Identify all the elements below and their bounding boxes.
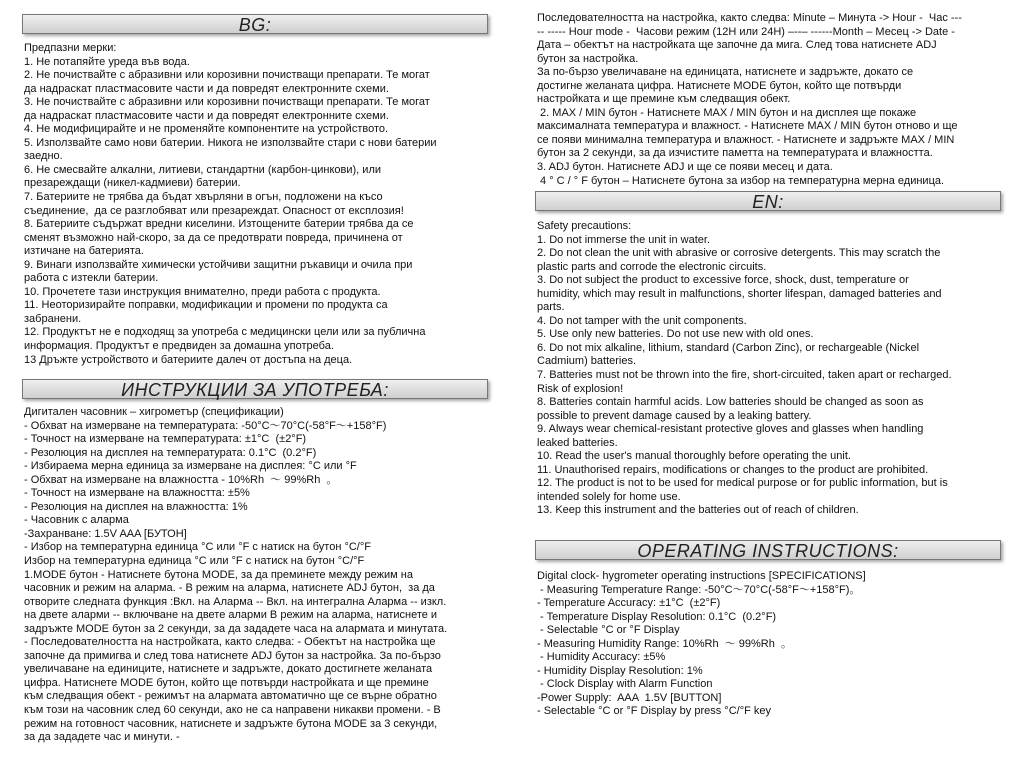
text-line: 10. Read the user's manual thoroughly before operating the unit. xyxy=(537,450,851,463)
text-line: за да зададете час и минути. - xyxy=(24,731,180,744)
text-line: се появи минимална температура и влажност. - Натиснете и задръжте MAX / MIN xyxy=(537,133,955,146)
text-line: 1. Do not immerse the unit in water. xyxy=(537,233,711,246)
text-line: - Selectable °C or °F Display xyxy=(537,624,680,637)
text-line: 10. Прочетете тази инструкция внимателно, преди работа с продукта. xyxy=(24,285,381,298)
text-line: 2. MAX / MIN бутон - Натиснете MAX / MIN бутон и на дисплея ще покаже xyxy=(537,106,917,119)
text-line: parts. xyxy=(537,301,565,314)
en-section-header: EN: xyxy=(535,191,1001,211)
text-line: към следващия обект - режимът на алармата автоматично ще се върне обратно xyxy=(24,690,437,703)
text-line: - Точност на измерване на влажността: ±5% xyxy=(24,487,250,500)
text-line: достигне желаната цифра. Натиснете MODE бутон, който ще потвърди xyxy=(537,79,902,92)
text-line: 6. Не смесвайте алкални, литиеви, стандартни (карбон-цинкови), или xyxy=(24,163,382,176)
text-line: изтичане на батерията. xyxy=(24,245,144,258)
text-line: съединение, да се разглобяват или презареждат. Опасност от експлозия! xyxy=(24,204,404,217)
text-line: 8. Батериите съдържат вредни киселини. Изтощените батерии трябва да се xyxy=(24,218,414,231)
bg-instructions xyxy=(24,406,447,745)
text-line: - Clock Display with Alarm Function xyxy=(537,678,713,691)
text-line: intended solely for home use. xyxy=(537,490,681,503)
text-line: Предпазни мерки: xyxy=(24,42,117,54)
text-line: 13. Keep this instrument and the batteries out of reach of children. xyxy=(537,504,859,517)
text-line: - Humidity Display Resolution: 1% xyxy=(537,664,703,677)
text-line: 2. Не почиствайте с абразивни или корозивни почистващи препарати. Те могат xyxy=(24,69,430,82)
text-line: режим на готовност часовник, натиснете и задръжте бутона MODE за 3 секунди, xyxy=(24,717,438,730)
text-line: 7. Batteries must not be thrown into the fire, short-circuited, taken apart or recharged. xyxy=(537,369,952,382)
text-line: 7. Батериите не трябва да бъдат хвърляни в огън, подложени на късо xyxy=(24,191,383,204)
bg-section-header: BG: xyxy=(22,14,488,34)
en-instructions-header: OPERATING INSTRUCTIONS: xyxy=(535,540,1001,560)
text-line: 9. Always wear chemical-resistant protective gloves and glasses when handling xyxy=(537,423,924,436)
text-line: 13 Дръжте устройството и батериите далеч от достъпа на деца. xyxy=(24,353,353,366)
text-line: 8. Batteries contain harmful acids. Low batteries should be changed as soon as xyxy=(537,396,924,409)
text-line: -- ----- Hour mode - Часови режим (12H или 24H) –--– ------Month – Месец -> Date - xyxy=(537,25,955,38)
text-line: 11. Unauthorised repairs, modifications or changes to the product are prohibited. xyxy=(537,463,929,476)
text-line: Избор на температурна единица °C или °F с натиск на бутон °C/°F xyxy=(24,555,365,568)
text-line: Cadmium) batteries. xyxy=(537,355,637,368)
text-line: 1. Не потапяйте уреда във вода. xyxy=(24,55,190,68)
text-line: на двете аларми -- включване на двете аларми В режим на аларма, натиснете и xyxy=(24,609,438,622)
text-line: possible to prevent damage caused by a leaking battery. xyxy=(537,409,812,422)
bg-instructions-continued xyxy=(537,12,962,188)
text-line: 4. Не модифицирайте и не променяйте компонентите на устройството. xyxy=(24,123,389,136)
text-line: забранени. xyxy=(24,312,82,325)
text-line: 12. The product is not to be used for medical purpose or for public information, but is xyxy=(537,477,948,490)
text-line: 5. Use only new batteries. Do not use new with old ones. xyxy=(537,328,814,341)
text-line: Последователността на настройка, както следва: Minute – Минута -> Hour - Час --- xyxy=(537,12,962,24)
text-line: 3. Do not subject the product to excessive force, shock, dust, temperature or xyxy=(537,274,909,287)
text-line: бутон за настройка. xyxy=(537,52,639,65)
text-line: 2. Do not clean the unit with abrasive or corrosive detergents. This may scratch the xyxy=(537,247,941,260)
text-line: настройката и ще премине към следващия обект. xyxy=(537,93,791,106)
text-line: Risk of explosion! xyxy=(537,382,624,395)
text-line: - Temperature Display Resolution: 0.1°C (0.2°F) xyxy=(537,610,777,623)
text-line: - Selectable °C or °F Display by press °C/°F key xyxy=(537,705,771,718)
text-line: - Обхват на измерване на температурата: -50°C～70°C(-58°F～+158°F) xyxy=(24,419,387,432)
bg-precautions xyxy=(24,42,437,367)
text-line: - Measuring Temperature Range: -50°C～70°C(-58°F～+158°F)。 xyxy=(537,583,861,596)
text-line: бутон за 2 секунди, за да изчистите паметта на температурата и влажността. xyxy=(537,147,933,160)
en-instructions xyxy=(537,570,866,719)
text-line: - Точност на измерване на температурата: ±1°C (±2°F) xyxy=(24,433,307,446)
text-line: цифра. Натиснете MODE бутон, който ще потвърди настройката и ще премине xyxy=(24,676,429,689)
text-line: - Избор на температурна единица °C или °F с натиск на бутон °C/°F xyxy=(24,541,371,554)
text-line: humidity, which may result in malfunctions, shorter lifespan, damaged batteries and xyxy=(537,287,942,300)
text-line: plastic parts and corrode the electronic circuits. xyxy=(537,260,767,273)
text-line: да надраскат пластмасовите части и да повредят електронните схеми. xyxy=(24,82,389,95)
text-line: - Обхват на измерване на влажността - 10%Rh ～ 99%Rh 。 xyxy=(24,473,338,486)
text-line: информация. Продуктът е предвиден за домашна употреба. xyxy=(24,340,334,353)
text-line: 3. ADJ бутон. Натиснете ADJ и ще се появи месец и дата. xyxy=(537,161,833,174)
text-line: За по-бързо увеличаване на единицата, натиснете и задръжте, докато се xyxy=(537,66,914,79)
text-line: да надраскат пластмасовите части и да повредят електронните схеми. xyxy=(24,109,389,122)
text-line: 4 ° C / ° F бутон – Натиснете бутона за избор на температурна мерна единица. xyxy=(537,174,945,187)
text-line: - Часовник с аларма xyxy=(24,514,129,527)
text-line: 11. Неоторизирайте поправки, модификации и промени по продукта са xyxy=(24,299,388,312)
text-line: към този на часовник след 60 секунди, ако не са направени никакви промени. - В xyxy=(24,704,441,717)
text-line: 4. Do not tamper with the unit components. xyxy=(537,314,747,327)
en-precautions xyxy=(537,220,952,518)
bg-instructions-header: ИНСТРУКЦИИ ЗА УПОТРЕБА: xyxy=(22,379,488,399)
text-line: презареждащи (никел-кадмиеви) батерии. xyxy=(24,177,241,190)
text-line: работа с изтекли батерии. xyxy=(24,272,159,285)
text-line: Дигитален часовник – хигрометър (спецификации) xyxy=(24,406,284,418)
text-line: -Power Supply: AAA 1.5V [BUTTON] xyxy=(537,691,722,704)
text-line: - Избираема мерна единица за измерване на дисплея: °C или °F xyxy=(24,460,357,473)
text-line: 1.MODE бутон - Натиснете бутона MODE, за да преминете между режим на xyxy=(24,568,413,581)
text-line: - Humidity Accuracy: ±5% xyxy=(537,651,666,664)
text-line: отворите следната функция :Вкл. на Аларма -- Вкл. на интегрална Аларма -- изкл. xyxy=(24,595,447,608)
text-line: Дата – обектът на настройката ще започне да мига. След това натиснете ADJ xyxy=(537,39,937,52)
text-line: задръжте MODE бутон за 2 секунди, за да зададете часа на алармата и минутата. xyxy=(24,622,448,635)
text-line: заедно. xyxy=(24,150,63,163)
text-line: - Measuring Humidity Range: 10%Rh ～ 99%Rh 。 xyxy=(537,637,792,650)
text-line: сменят възможно най-скоро, за да се предотврати повреда, причинена от xyxy=(24,231,403,244)
text-line: 12. Продуктът не е подходящ за употреба с медицински цели или за публична xyxy=(24,326,426,339)
text-line: започне да примигва и след това натиснете ADJ бутон за настройка. За по-бързо xyxy=(24,649,441,662)
text-line: 5. Използвайте само нови батерии. Никога не използвайте стари с нови батерии xyxy=(24,136,437,149)
text-line: - Резолюция на дисплея на влажността: 1% xyxy=(24,500,248,513)
text-line: увеличаване на единиците, натиснете и задръжте, докато достигнете желаната xyxy=(24,663,433,676)
text-line: 6. Do not mix alkaline, lithium, standard (Carbon Zinc), or rechargeable (Nickel xyxy=(537,341,920,354)
text-line: максималната температура и влажност. - Натиснете MAX / MIN бутон отново и ще xyxy=(537,120,958,133)
text-line: - Temperature Accuracy: ±1°C (±2°F) xyxy=(537,597,721,610)
text-line: -Захранване: 1.5V AAA [БУТОН] xyxy=(24,527,187,540)
text-line: - Резолюция на дисплея на температурата: 0.1°C (0.2°F) xyxy=(24,446,317,459)
text-line: 9. Винаги използвайте химически устойчиви защитни ръкавици и очила при xyxy=(24,258,413,271)
text-line: leaked batteries. xyxy=(537,436,618,449)
text-line: Digital clock- hygrometer operating instructions [SPECIFICATIONS] xyxy=(537,570,866,582)
text-line: - Последователността на настройката, както следва: - Обектът на настройка ще xyxy=(24,636,436,649)
text-line: Safety precautions: xyxy=(537,220,632,232)
text-line: часовник и режим на аларма. - В режим на аларма, натиснете ADJ бутон, за да xyxy=(24,582,435,595)
text-line: 3. Не почиствайте с абразивни или корозивни почистващи препарати. Те могат xyxy=(24,96,430,109)
